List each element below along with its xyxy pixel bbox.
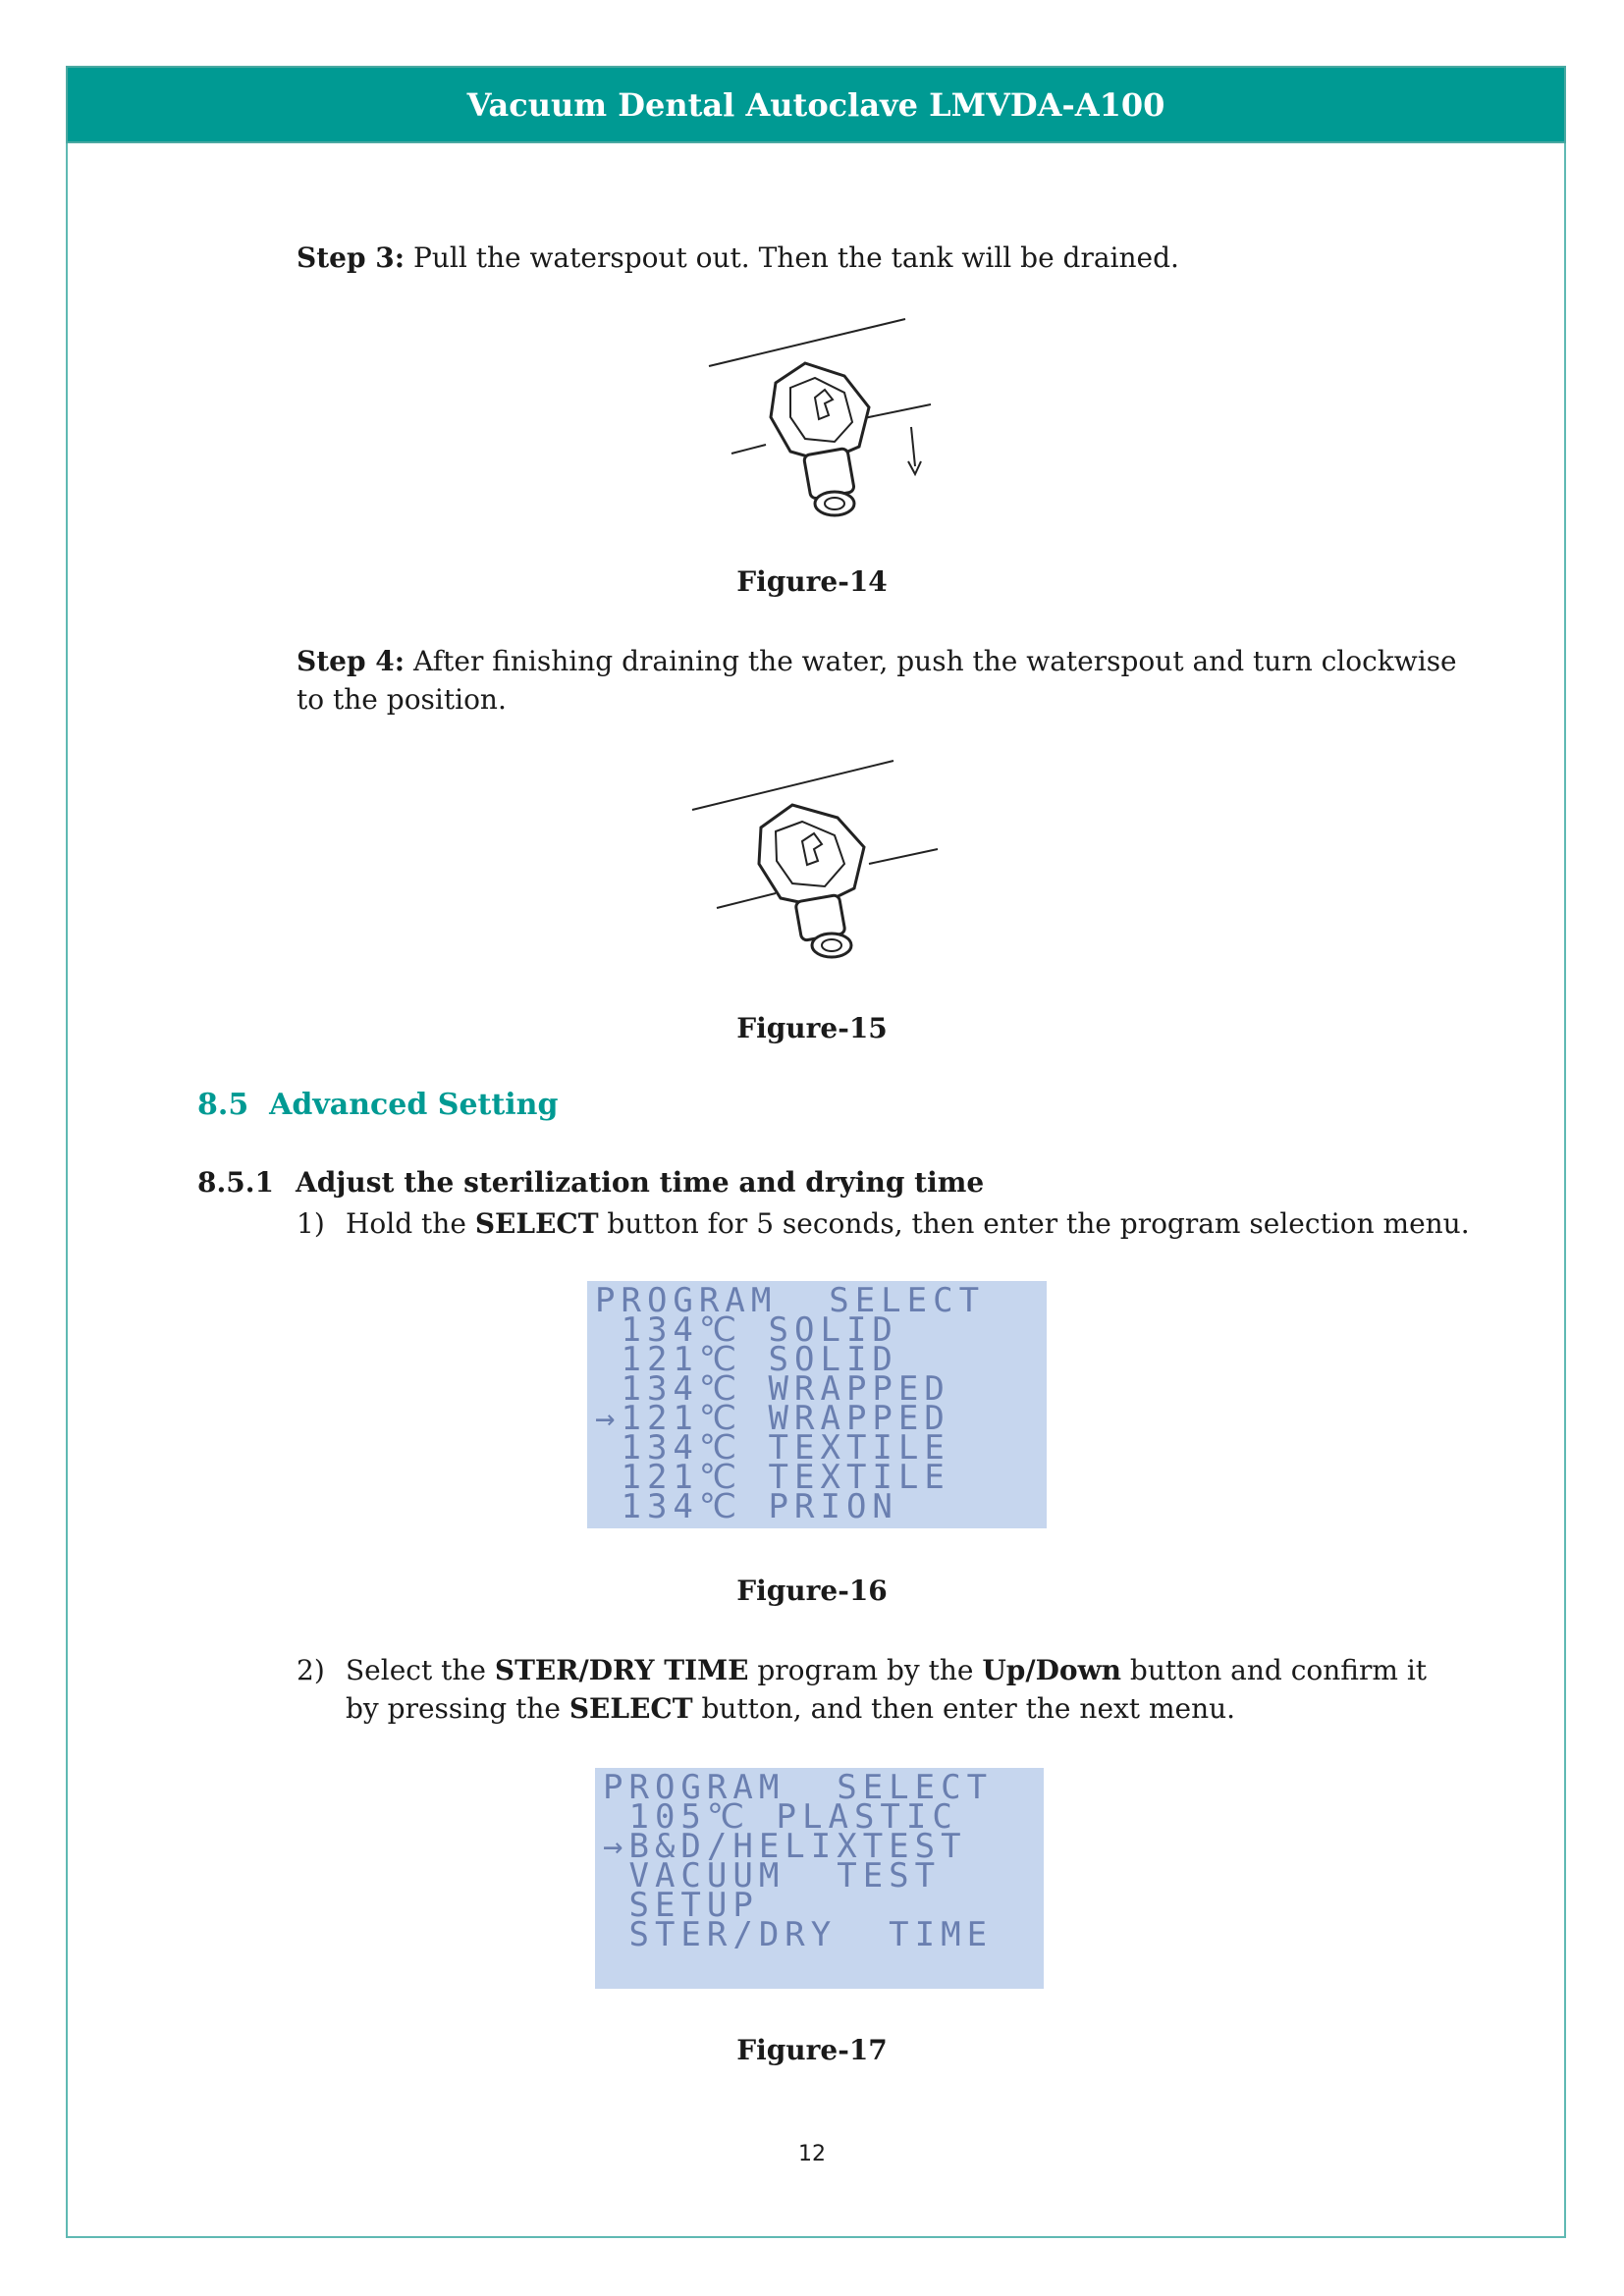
lcd-line: PROGRAM SELECT <box>603 1768 994 1807</box>
step3-text: Pull the waterspout out. Then the tank will be drained. <box>405 241 1179 274</box>
lcd-line: 121℃ TEXTILE <box>595 1458 950 1497</box>
list-item-1-text-post: button for 5 seconds, then enter the program selection menu. <box>598 1207 1470 1240</box>
step4-line1 <box>297 642 1457 680</box>
lcd-line: VACUUM TEST <box>603 1856 942 1896</box>
section-title: Advanced Setting <box>269 1088 559 1122</box>
list-item-2-text-post: button and confirm it <box>1121 1654 1428 1686</box>
figure-16-caption: Figure-16 <box>736 1575 888 1607</box>
figure-14-caption: Figure-14 <box>736 565 888 598</box>
document-header <box>66 66 1566 143</box>
section-number: 8.5 <box>197 1088 249 1122</box>
lcd-line: →B&D/HELIXTEST <box>603 1827 967 1866</box>
list-item-2-line2-post: button, and then enter the next menu. <box>692 1692 1236 1725</box>
section-heading <box>197 1086 558 1125</box>
list-item-1-text-pre: Hold the <box>346 1207 475 1240</box>
lcd-line: →121℃ WRAPPED <box>595 1399 950 1438</box>
figure-15-illustration <box>682 751 947 977</box>
document-title: Vacuum Dental Autoclave LMVDA-A100 <box>466 85 1165 124</box>
list-item-2-select: SELECT <box>568 1692 693 1725</box>
lcd-line: PROGRAM SELECT <box>595 1281 986 1320</box>
lcd-line: 134℃ TEXTILE <box>595 1428 950 1468</box>
lcd-line: 121℃ SOLID <box>595 1340 898 1379</box>
page-number: 12 <box>798 2142 826 2166</box>
lcd-screen-program-select <box>587 1281 1047 1528</box>
subsection-heading <box>197 1164 984 1201</box>
lcd-line: 134℃ PRION <box>595 1487 898 1526</box>
list-item-2-number: 2) <box>297 1654 325 1686</box>
lcd-line: 134℃ WRAPPED <box>595 1369 950 1409</box>
list-item-1 <box>297 1204 1470 1243</box>
list-item-2-up-down: Up/Down <box>982 1654 1122 1686</box>
list-item-2-text-mid: program by the <box>748 1654 983 1686</box>
list-item-2-text-pre: Select the <box>346 1654 495 1686</box>
lcd-line: 105℃ PLASTIC <box>603 1797 958 1837</box>
subsection-number: 8.5.1 <box>197 1166 274 1199</box>
lcd-line: STER/DRY TIME <box>603 1915 994 1954</box>
figure-17-caption: Figure-17 <box>736 2034 888 2066</box>
lcd-line: 134℃ SOLID <box>595 1310 898 1350</box>
list-item-2-line1 <box>297 1651 1427 1689</box>
figure-14-illustration <box>697 309 952 530</box>
step4-line2: to the position. <box>297 683 507 716</box>
list-item-1-number: 1) <box>297 1207 325 1240</box>
figure-15-caption: Figure-15 <box>736 1012 888 1044</box>
step3-paragraph <box>297 239 1179 277</box>
list-item-2-ster-dry: STER/DRY TIME <box>494 1654 749 1686</box>
list-item-2-line2-pre: by pressing the <box>346 1692 569 1725</box>
list-item-2-line2 <box>346 1689 1235 1728</box>
step4-label: Step 4: <box>297 645 406 677</box>
lcd-screen-program-select-2 <box>595 1768 1044 1989</box>
lcd-line: SETUP <box>603 1886 759 1925</box>
list-item-1-select: SELECT <box>474 1207 599 1240</box>
subsection-title: Adjust the sterilization time and drying time <box>296 1166 985 1199</box>
step3-label: Step 3: <box>297 241 406 274</box>
step4-text1: After finishing draining the water, push the waterspout and turn clockwise <box>405 645 1457 677</box>
